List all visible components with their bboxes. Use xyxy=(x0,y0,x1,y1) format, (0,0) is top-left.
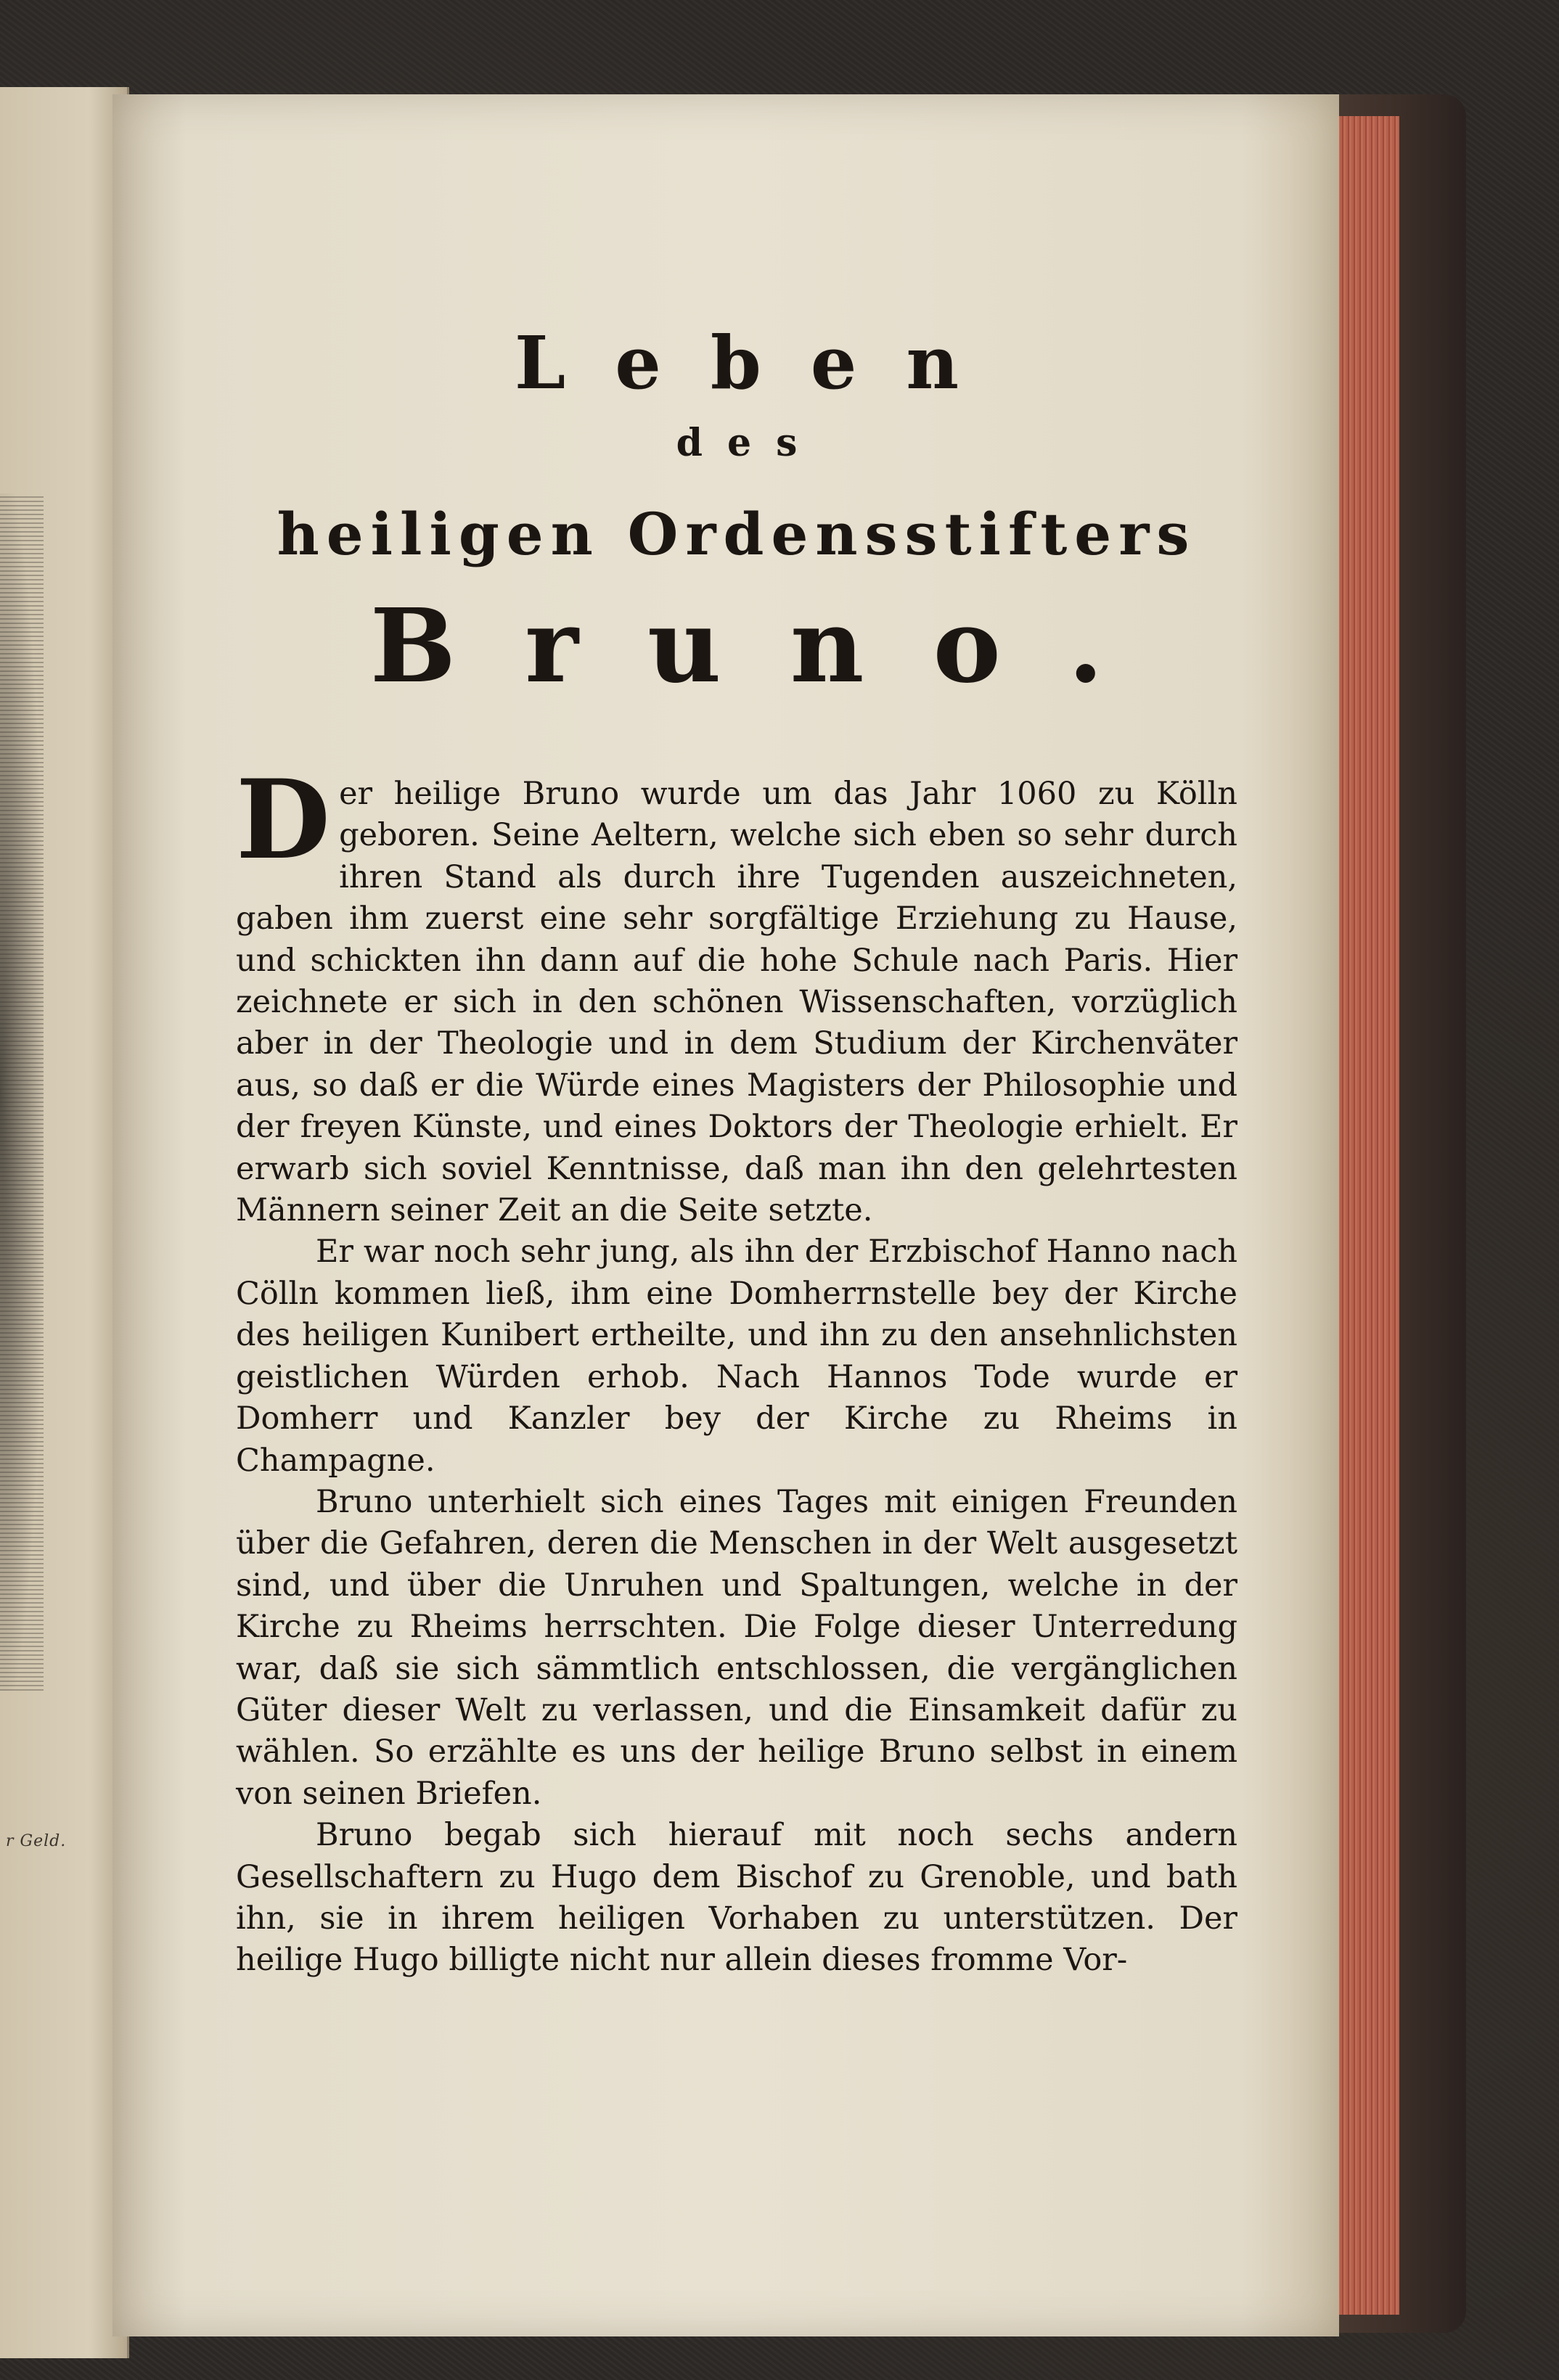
paragraph-3: Bruno unterhielt sich eines Tages mit einigen Freunden über die Gefahren, deren die Menschen in der Welt ausgesetzt sind, und über die Unruhen und Spaltungen, welche in der Kirche zu Rheims herrschten. Die Folge dieser Unterredung war, daß sie sich sämmtlich entschlossen, die vergänglichen Güter dieser Welt zu verlassen, und die Einsamkeit dafür zu wählen. So erzählte es uns der heilige Bruno selbst in einem von seinen Briefen. xyxy=(236,1483,1237,1812)
red-page-edges xyxy=(1334,116,1399,2315)
left-facing-page xyxy=(0,87,129,2358)
page-content xyxy=(236,203,1237,1982)
page-title: Leben xyxy=(514,320,1009,406)
engraving-fragment xyxy=(0,493,44,1691)
book-page xyxy=(112,94,1339,2336)
saint-name: Bruno. xyxy=(369,587,1173,706)
title-des: des xyxy=(676,421,822,465)
dropcap: D xyxy=(236,756,331,884)
paragraph-1 xyxy=(236,756,1237,1231)
page-subtitle: heiligen Ordensstifters xyxy=(277,500,1197,568)
engraving-caption: r Geld. xyxy=(6,1832,67,1850)
body-text xyxy=(236,756,1237,1982)
paragraph-4: Bruno begab sich hierauf mit noch sechs andern Gesellschaftern zu Hugo dem Bischof zu Grenoble, und bath ihn, sie in ihrem heiligen Vorhaben zu unterstützen. Der heilige Hugo billigte nicht nur allein dieses fromme Vor- xyxy=(236,1817,1237,1979)
paragraph-2: Er war noch sehr jung, als ihn der Erzbischof Hanno nach Cölln kommen ließ, ihm eine Domherrnstelle bey der Kirche des heiligen Kunibert ertheilte, und ihn zu den ansehnlichsten geistlichen Würden erhob. Nach Hannos Tode wurde er Domherr und Kanzler bey der Kirche zu Rheims in Champagne. xyxy=(236,1234,1237,1479)
paragraph-text: er heilige Bruno wurde um das Jahr 1060 zu Kölln geboren. Seine Aeltern, welche sich eben so sehr durch ihren Stand als durch ihre Tugenden auszeichneten, gaben ihm zuerst eine sehr sorgfältige Erziehung zu Hause, und schickten ihn dann auf die hohe Schule nach Paris. Hier zeichnete er sich in den schönen Wissenschaften, vorzüglich aber in der Theologie und in dem Studium der Kirchenväter aus, so daß er die Würde eines Magisters der Philosophie und der freyen Künste, und eines Doktors der Theologie erhielt. Er erwarb sich soviel Kenntnisse, daß man ihn den gelehrtesten Männern seiner Zeit an die Seite setzte. xyxy=(236,776,1237,1229)
